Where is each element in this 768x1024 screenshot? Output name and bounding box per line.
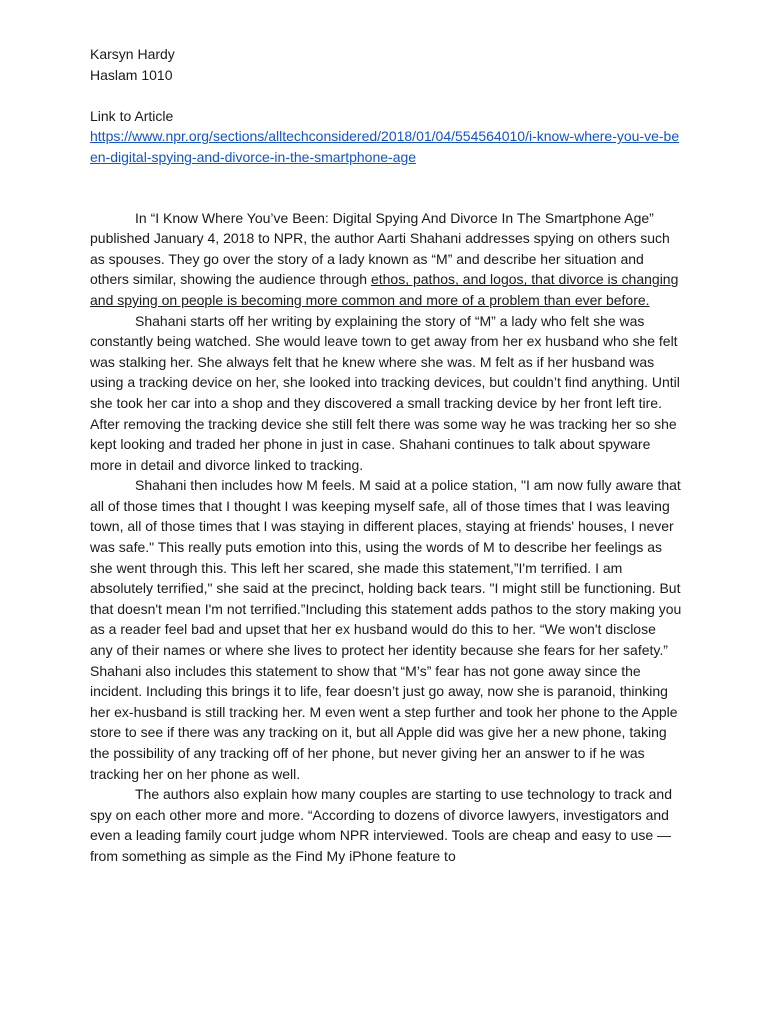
paragraph-technology: The authors also explain how many couples are starting to use technology to track and spy on each other more and more. “According to dozens of divorce lawyers, investigators and even a leading family court judge whom NPR interviewed. Tools are cheap and easy to use — from something as simple as the Find My iPhone feature to	[90, 786, 672, 864]
paragraph-story: Shahani starts off her writing by explaining the story of “M” a lady who felt she was constantly being watched. She would leave town to get away from her ex husband who she felt was stalking her. She always felt that he knew where she was. M felt as if her husband was using a tracking device on her, she looked into tracking devices, but couldn’t find anything. Until she took her car into a shop and they discovered a small tracking device by her front left tire. After removing the tracking device she still felt there was some way he was tracking her so she kept looking and traded her phone in just in case. Shahani continues to talk about spyware more in detail and divorce linked to tracking.	[90, 312, 680, 473]
paragraph-intro	[90, 208, 682, 311]
article-link[interactable]: https://www.npr.org/sections/alltechconsidered/2018/01/04/554564010/i-know-where-you-ve-been-digital-spying-and-divorce-in-the-smartphone-age	[90, 128, 680, 165]
document-page	[90, 44, 682, 867]
spacer	[90, 168, 682, 208]
paragraph-feelings: Shahani then includes how M feels. M said at a police station, "I am now fully aware that all of those times that I thought I was keeping myself safe, all of those times that I was leaving town, all of those times that I was staying in different places, staying at friends' houses, I never was safe." This really puts emotion into this, using the words of M to describe her feelings as she went through this. This left her scared, she made this statement,”I'm terrified. I am absolutely terrified," she said at the precinct, holding back tears. "I might still be functioning. But that doesn't mean I'm not terrified.”Including this statement adds pathos to the story making you as a reader feel bad and upset that her ex husband would do this to her. “We won't disclose any of their names or where she lives to protect her identity because she fears for her safety.” Shahani also includes this statement to show that “M’s” fear has not gone away since the incident. Including this brings it to life, fear doesn’t just go away, now she is paranoid, thinking her ex-husband is still tracking her. M even went a step further and took her phone to the Apple store to see if there was any tracking on it, but all Apple did was give her a new phone, taking the possibility of any tracking off of her phone, but never giving her an answer to if he was tracking her on her phone as well.	[90, 477, 682, 782]
course-name: Haslam 1010	[90, 66, 173, 83]
paragraph-intro-text: In “I Know Where You’ve Been: Digital Spying And Divorce In The Smartphone Age” published January 4, 2018 to NPR, the author Aarti Shahani addresses spying on others such as spouses. They go over the story of a lady known as “M” and describe her situation and others similar, showing the audience through	[90, 209, 670, 288]
spacer	[90, 85, 682, 106]
thesis-underlined: ethos, pathos, and logos, that divorce is changing and spying on people is becoming more common and more of a problem than ever before.	[90, 271, 679, 308]
link-label: Link to Article	[90, 107, 174, 124]
author-name: Karsyn Hardy	[90, 46, 175, 62]
